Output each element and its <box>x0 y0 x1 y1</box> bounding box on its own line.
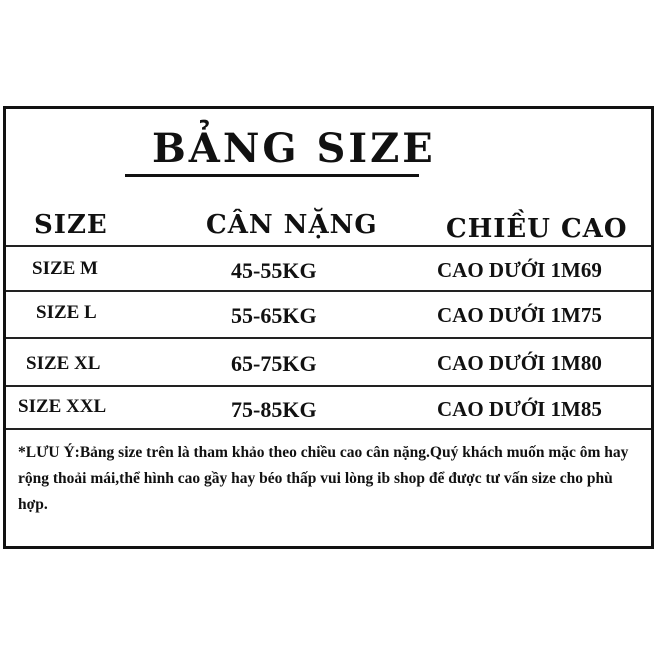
row-weight-xl: 65-75KG <box>231 351 317 376</box>
row-size-xl: SIZE XL <box>26 353 101 374</box>
row-divider <box>6 290 651 292</box>
row-divider <box>6 337 651 339</box>
row-size-xxl: SIZE XXL <box>18 396 107 417</box>
header-weight: CÂN NẶNG <box>206 210 378 240</box>
row-height-xl: CAO DƯỚI 1M80 <box>437 351 602 375</box>
row-height-l: CAO DƯỚI 1M75 <box>437 303 602 327</box>
row-divider <box>6 385 651 387</box>
row-size-l: SIZE L <box>36 302 97 323</box>
size-note: *LƯU Ý:Bảng size trên là tham khảo theo chiều cao cân nặng.Quý khách muốn mặc ôm hay rộng thoải mái,thể hình cao gầy hay béo thấp vui lòng ib shop để được tư vấn size cho phù hợp. <box>18 444 629 513</box>
header-size: SIZE <box>34 210 108 240</box>
row-height-xxl: CAO DƯỚI 1M85 <box>437 397 602 421</box>
row-weight-l: 55-65KG <box>231 303 317 328</box>
row-divider <box>6 428 651 430</box>
row-size-m: SIZE M <box>32 258 98 279</box>
chart-title: BẢNG SIZE <box>152 125 436 172</box>
title-underline <box>125 174 419 177</box>
header-height: CHIỀU CAO <box>446 214 628 244</box>
row-weight-xxl: 75-85KG <box>231 397 317 422</box>
row-height-m: CAO DƯỚI 1M69 <box>437 258 602 282</box>
row-divider <box>6 245 651 247</box>
row-weight-m: 45-55KG <box>231 258 317 283</box>
